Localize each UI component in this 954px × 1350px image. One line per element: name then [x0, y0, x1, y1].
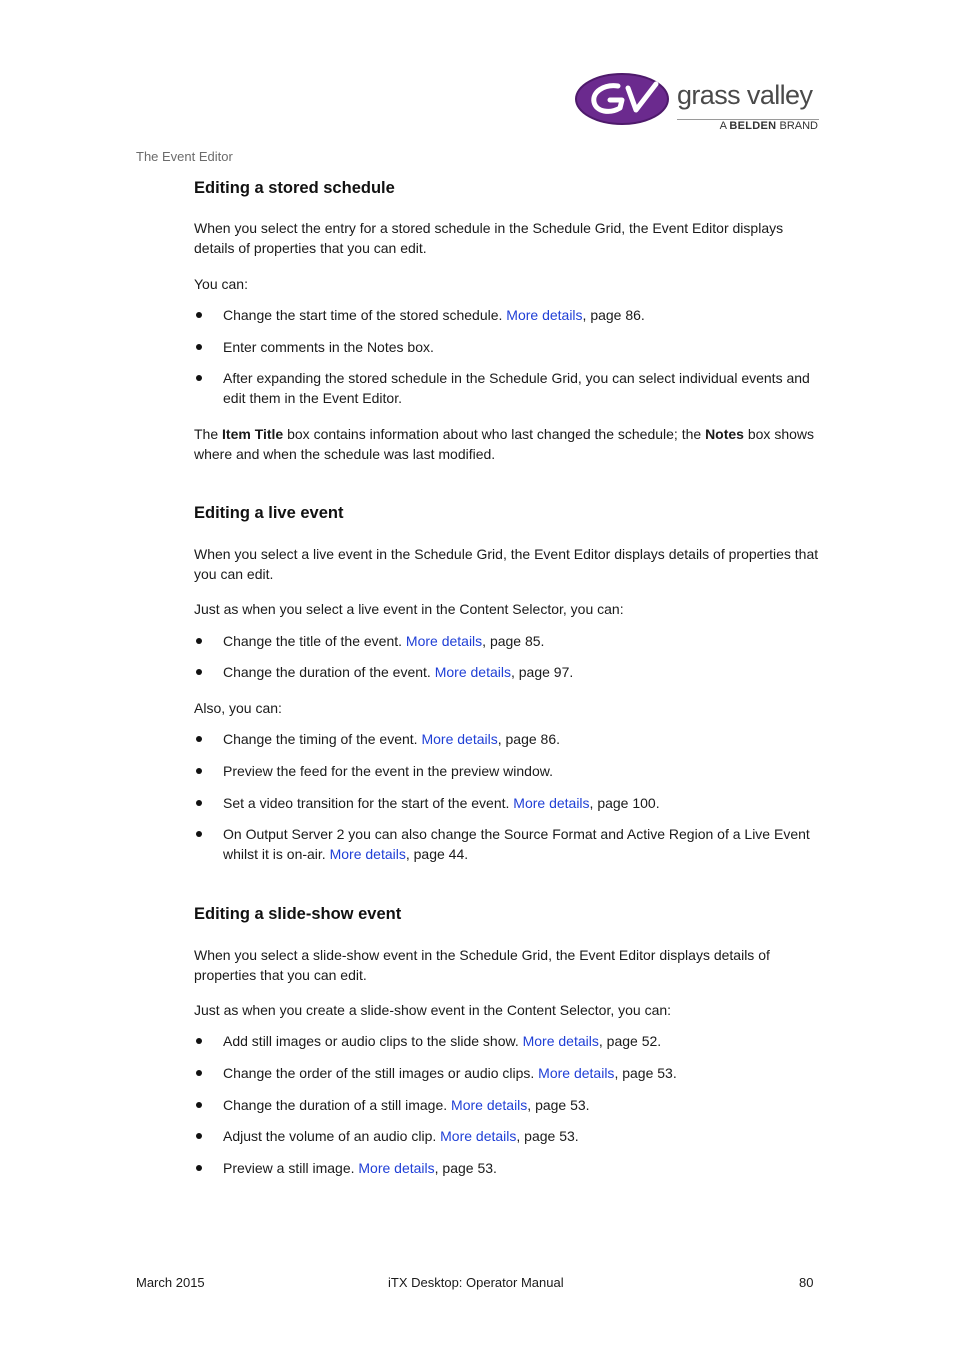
running-head: The Event Editor: [136, 149, 233, 164]
bullet-icon: [196, 1070, 202, 1076]
bullet-icon: [196, 669, 202, 675]
more-details-link[interactable]: More details: [358, 1160, 435, 1176]
paragraph: Also, you can:: [194, 700, 282, 716]
bullet-icon: [196, 638, 202, 644]
more-details-link[interactable]: More details: [522, 1033, 599, 1049]
list-item: Change the start time of the stored schedule. More details, page 86.: [194, 305, 819, 325]
bullet-icon: [196, 312, 202, 318]
list-item: Preview a still image. More details, page 53.: [194, 1158, 819, 1178]
bullet-icon: [196, 1038, 202, 1044]
list-item: Change the duration of the event. More details, page 97.: [194, 662, 819, 682]
footer-title: iTX Desktop: Operator Manual: [388, 1275, 564, 1290]
bullet-icon: [196, 375, 202, 381]
list-item: Change the duration of a still image. More details, page 53.: [194, 1095, 819, 1115]
more-details-link[interactable]: More details: [513, 795, 590, 811]
list-item: Adjust the volume of an audio clip. More details, page 53.: [194, 1126, 819, 1146]
more-details-link[interactable]: More details: [506, 307, 583, 323]
more-details-link[interactable]: More details: [538, 1065, 615, 1081]
more-details-link[interactable]: More details: [405, 633, 483, 649]
list-item: Change the title of the event. More details, page 85.: [194, 631, 819, 651]
footer-date: March 2015: [136, 1275, 205, 1290]
paragraph: When you select a slide-show event in the Schedule Grid, the Event Editor displays details of properties that you can edit.: [194, 947, 770, 983]
bullet-icon: [196, 800, 202, 806]
footer-page-number: 80: [799, 1275, 814, 1290]
list-item: Set a video transition for the start of the event. More details, page 100.: [194, 793, 819, 813]
more-details-link[interactable]: More details: [451, 1097, 528, 1113]
bullet-icon: [196, 344, 202, 350]
paragraph: When you select a live event in the Schedule Grid, the Event Editor displays details of properties that you can edit.: [194, 546, 819, 582]
bullet-icon: [196, 1102, 202, 1108]
list-item: Add still images or audio clips to the slide show. More details, page 52.: [194, 1031, 819, 1051]
paragraph: Just as when you create a slide-show event in the Content Selector, you can:: [194, 1002, 672, 1018]
heading-editing-live-event: Editing a live event: [194, 504, 344, 522]
bullet-icon: [196, 768, 202, 774]
more-details-link[interactable]: More details: [421, 731, 498, 747]
paragraph: Just as when you select a live event in the Content Selector, you can:: [194, 601, 624, 617]
list-item: Change the order of the still images or audio clips. More details, page 53.: [194, 1063, 819, 1083]
list-item: After expanding the stored schedule in the Schedule Grid, you can select individual events and edit them in the Event Editor.: [194, 368, 819, 408]
paragraph: The Item Title box contains information about who last changed the schedule; the Notes box shows where and when the schedule was last modified.: [194, 426, 815, 462]
more-details-link[interactable]: More details: [440, 1128, 517, 1144]
list-item: Preview the feed for the event in the preview window.: [194, 761, 819, 781]
list-item: Enter comments in the Notes box.: [194, 337, 819, 357]
bullet-icon: [196, 1165, 202, 1171]
bullet-icon: [196, 736, 202, 742]
paragraph: You can:: [194, 276, 248, 292]
logo-tagline: A BELDEN BRAND: [719, 120, 818, 132]
grass-valley-logo: [574, 72, 822, 134]
bullet-icon: [196, 1133, 202, 1139]
paragraph: When you select the entry for a stored schedule in the Schedule Grid, the Event Editor displays details of properties that you can edit.: [194, 220, 784, 256]
list-item: Change the timing of the event. More details, page 86.: [194, 729, 819, 749]
list-item: On Output Server 2 you can also change the Source Format and Active Region of a Live Event whilst it is on-air. More details, page 44.: [194, 824, 819, 864]
more-details-link[interactable]: More details: [434, 664, 511, 680]
heading-editing-slide-show-event: Editing a slide-show event: [194, 905, 402, 923]
heading-editing-stored-schedule: Editing a stored schedule: [194, 179, 395, 197]
bullet-icon: [196, 831, 202, 837]
logo-wordmark: grass valley: [677, 80, 813, 110]
more-details-link[interactable]: More details: [329, 846, 406, 862]
